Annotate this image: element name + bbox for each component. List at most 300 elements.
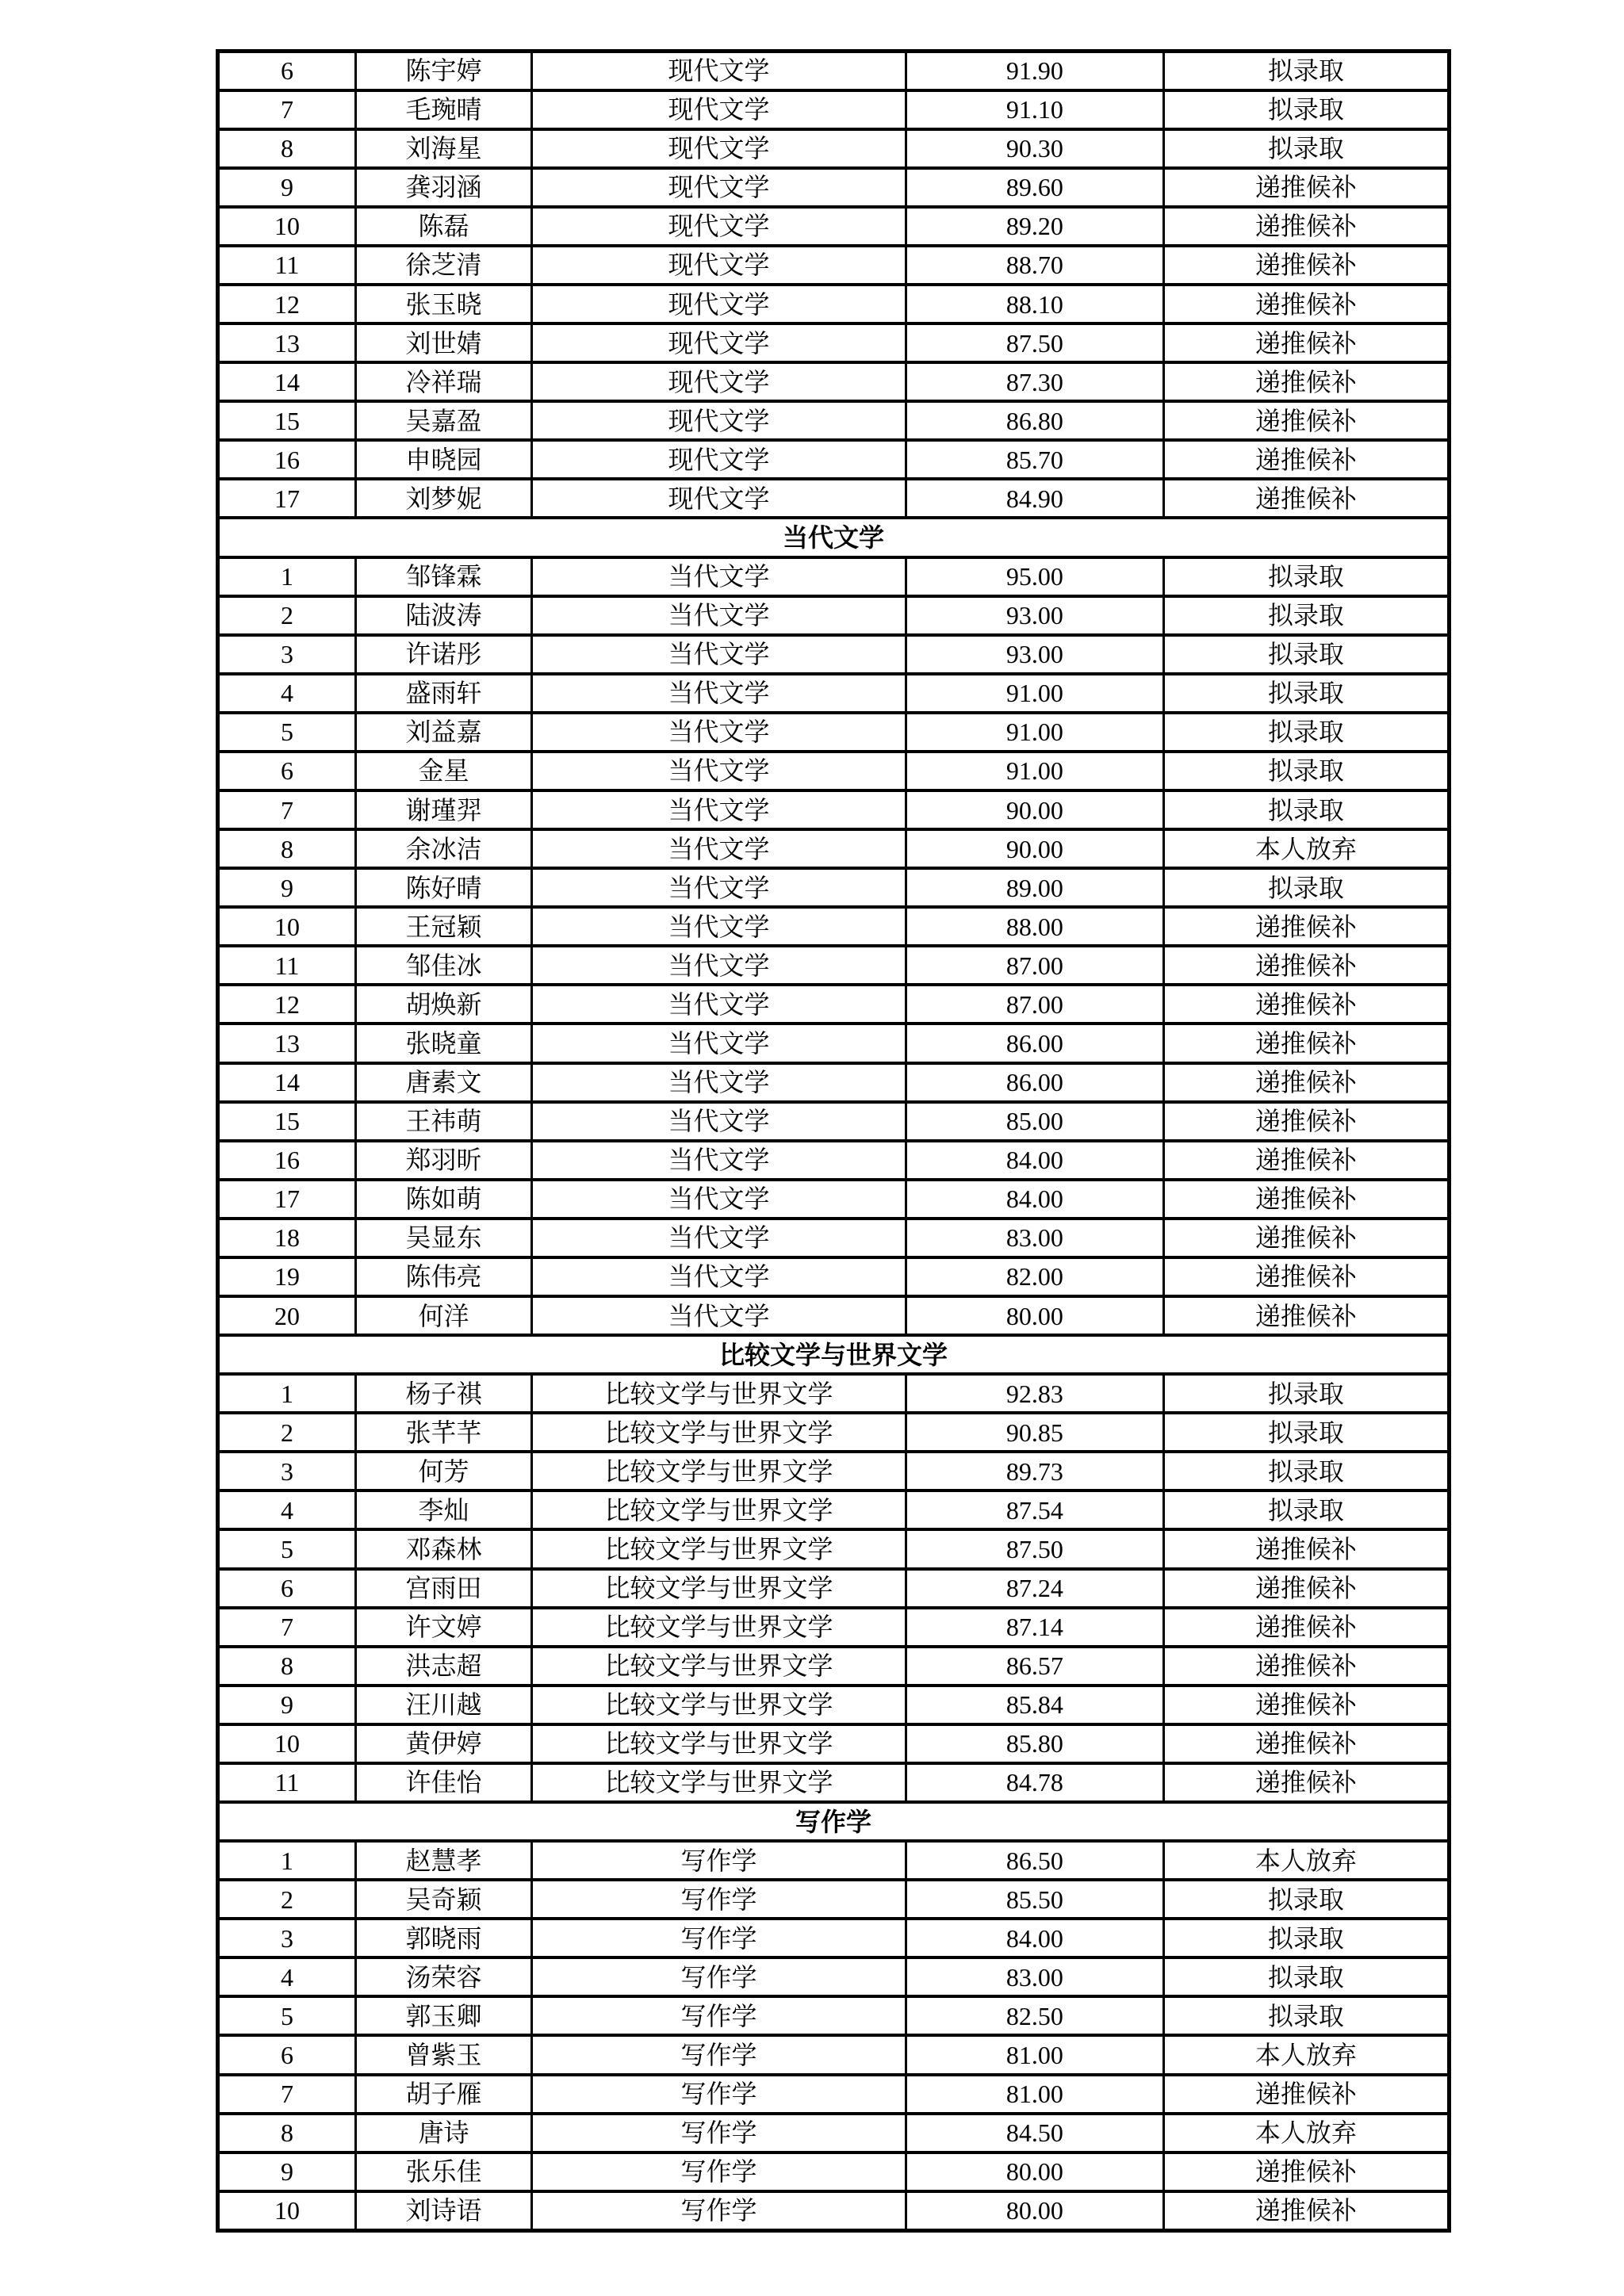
score-cell: 86.80 — [906, 401, 1164, 440]
row-number-cell: 8 — [218, 2114, 356, 2152]
table-row — [218, 1841, 1450, 1880]
score-cell: 80.00 — [906, 1296, 1164, 1335]
major-cell: 比较文学与世界文学 — [532, 1569, 906, 1608]
major-cell: 当代文学 — [532, 790, 906, 829]
score-cell: 85.80 — [906, 1724, 1164, 1763]
name-cell: 张玉晓 — [355, 285, 531, 323]
name-cell: 龚羽涵 — [355, 168, 531, 207]
table-row — [218, 1413, 1450, 1452]
status-cell: 拟录取 — [1163, 635, 1449, 674]
section-header-row — [218, 1335, 1450, 1374]
status-cell: 拟录取 — [1163, 1880, 1449, 1919]
status-cell: 拟录取 — [1163, 1413, 1449, 1452]
status-cell: 本人放弃 — [1163, 2114, 1449, 2152]
table-row — [218, 635, 1450, 674]
major-cell: 现代文学 — [532, 246, 906, 285]
name-cell: 吴嘉盈 — [355, 401, 531, 440]
status-cell: 拟录取 — [1163, 1452, 1449, 1490]
row-number-cell: 17 — [218, 1180, 356, 1219]
row-number-cell: 16 — [218, 440, 356, 479]
score-cell: 81.00 — [906, 2035, 1164, 2074]
score-cell: 85.00 — [906, 1102, 1164, 1141]
row-number-cell: 11 — [218, 1763, 356, 1802]
row-number-cell: 8 — [218, 829, 356, 868]
major-cell: 比较文学与世界文学 — [532, 1490, 906, 1529]
name-cell: 刘海星 — [355, 129, 531, 168]
row-number-cell: 15 — [218, 1102, 356, 1141]
table-row — [218, 557, 1450, 596]
table-row — [218, 1452, 1450, 1490]
name-cell: 许文婷 — [355, 1608, 531, 1647]
score-cell: 90.00 — [906, 829, 1164, 868]
name-cell: 刘诗语 — [355, 2191, 531, 2231]
name-cell: 郭玉卿 — [355, 1996, 531, 2035]
major-cell: 现代文学 — [532, 168, 906, 207]
table-row — [218, 2035, 1450, 2074]
score-cell: 82.00 — [906, 1257, 1164, 1296]
table-row — [218, 52, 1450, 90]
status-cell: 递推候补 — [1163, 985, 1449, 1024]
score-cell: 95.00 — [906, 557, 1164, 596]
score-cell: 86.00 — [906, 1024, 1164, 1062]
name-cell: 申晓园 — [355, 440, 531, 479]
name-cell: 郑羽昕 — [355, 1141, 531, 1180]
score-cell: 87.14 — [906, 1608, 1164, 1647]
table-row — [218, 440, 1450, 479]
name-cell: 冷祥瑞 — [355, 362, 531, 401]
score-cell: 87.50 — [906, 323, 1164, 362]
name-cell: 洪志超 — [355, 1647, 531, 1686]
major-cell: 比较文学与世界文学 — [532, 1647, 906, 1686]
name-cell: 许诺彤 — [355, 635, 531, 674]
name-cell: 许佳怡 — [355, 1763, 531, 1802]
score-cell: 91.00 — [906, 752, 1164, 790]
table-row — [218, 1724, 1450, 1763]
row-number-cell: 3 — [218, 635, 356, 674]
score-cell: 86.00 — [906, 1063, 1164, 1102]
score-cell: 84.50 — [906, 2114, 1164, 2152]
status-cell: 拟录取 — [1163, 1996, 1449, 2035]
name-cell: 余冰洁 — [355, 829, 531, 868]
status-cell: 递推候补 — [1163, 1529, 1449, 1568]
name-cell: 唐素文 — [355, 1063, 531, 1102]
name-cell: 盛雨轩 — [355, 674, 531, 713]
score-cell: 90.85 — [906, 1413, 1164, 1452]
major-cell: 当代文学 — [532, 1024, 906, 1062]
name-cell: 邹佳冰 — [355, 946, 531, 985]
status-cell: 递推候补 — [1163, 207, 1449, 246]
table-row — [218, 1686, 1450, 1724]
major-cell: 现代文学 — [532, 207, 906, 246]
major-cell: 比较文学与世界文学 — [532, 1452, 906, 1490]
row-number-cell: 9 — [218, 2152, 356, 2191]
table-row — [218, 1063, 1450, 1102]
table-row — [218, 285, 1450, 323]
table-row — [218, 1647, 1450, 1686]
status-cell: 拟录取 — [1163, 596, 1449, 635]
score-cell: 83.00 — [906, 1957, 1164, 1996]
major-cell: 比较文学与世界文学 — [532, 1529, 906, 1568]
name-cell: 吴奇颖 — [355, 1880, 531, 1919]
status-cell: 拟录取 — [1163, 90, 1449, 129]
table-row — [218, 2191, 1450, 2231]
major-cell: 当代文学 — [532, 713, 906, 752]
score-cell: 80.00 — [906, 2152, 1164, 2191]
name-cell: 邹锋霖 — [355, 557, 531, 596]
table-row — [218, 1296, 1450, 1335]
status-cell: 拟录取 — [1163, 790, 1449, 829]
status-cell: 递推候补 — [1163, 907, 1449, 946]
row-number-cell: 4 — [218, 674, 356, 713]
name-cell: 曾紫玉 — [355, 2035, 531, 2074]
row-number-cell: 2 — [218, 1880, 356, 1919]
name-cell: 陈如萌 — [355, 1180, 531, 1219]
name-cell: 宫雨田 — [355, 1569, 531, 1608]
score-cell: 87.50 — [906, 1529, 1164, 1568]
table-row — [218, 868, 1450, 907]
score-cell: 84.00 — [906, 1180, 1164, 1219]
score-cell: 87.54 — [906, 1490, 1164, 1529]
table-row — [218, 207, 1450, 246]
name-cell: 何芳 — [355, 1452, 531, 1490]
major-cell: 当代文学 — [532, 635, 906, 674]
score-cell: 89.60 — [906, 168, 1164, 207]
name-cell: 毛琬晴 — [355, 90, 531, 129]
name-cell: 刘世婧 — [355, 323, 531, 362]
major-cell: 写作学 — [532, 2035, 906, 2074]
major-cell: 写作学 — [532, 1919, 906, 1957]
major-cell: 比较文学与世界文学 — [532, 1608, 906, 1647]
name-cell: 刘益嘉 — [355, 713, 531, 752]
status-cell: 递推候补 — [1163, 1763, 1449, 1802]
score-cell: 84.90 — [906, 479, 1164, 518]
major-cell: 当代文学 — [532, 829, 906, 868]
name-cell: 陈好晴 — [355, 868, 531, 907]
major-cell: 当代文学 — [532, 985, 906, 1024]
name-cell: 王祎萌 — [355, 1102, 531, 1141]
row-number-cell: 14 — [218, 362, 356, 401]
major-cell: 当代文学 — [532, 1296, 906, 1335]
score-cell: 93.00 — [906, 635, 1164, 674]
row-number-cell: 12 — [218, 285, 356, 323]
status-cell: 拟录取 — [1163, 674, 1449, 713]
row-number-cell: 12 — [218, 985, 356, 1024]
score-cell: 92.83 — [906, 1374, 1164, 1413]
admissions-table — [216, 49, 1451, 2233]
table-row — [218, 246, 1450, 285]
row-number-cell: 1 — [218, 1841, 356, 1880]
score-cell: 81.00 — [906, 2075, 1164, 2114]
status-cell: 拟录取 — [1163, 52, 1449, 90]
table-row — [218, 674, 1450, 713]
major-cell: 写作学 — [532, 2152, 906, 2191]
status-cell: 拟录取 — [1163, 1957, 1449, 1996]
major-cell: 当代文学 — [532, 1102, 906, 1141]
name-cell: 杨子祺 — [355, 1374, 531, 1413]
name-cell: 胡子雁 — [355, 2075, 531, 2114]
name-cell: 徐芝清 — [355, 246, 531, 285]
major-cell: 现代文学 — [532, 90, 906, 129]
row-number-cell: 13 — [218, 1024, 356, 1062]
score-cell: 84.78 — [906, 1763, 1164, 1802]
row-number-cell: 3 — [218, 1452, 356, 1490]
major-cell: 写作学 — [532, 1957, 906, 1996]
score-cell: 91.00 — [906, 713, 1164, 752]
status-cell: 递推候补 — [1163, 1686, 1449, 1724]
score-cell: 91.90 — [906, 52, 1164, 90]
table-row — [218, 401, 1450, 440]
name-cell: 陈宇婷 — [355, 52, 531, 90]
name-cell: 张乐佳 — [355, 2152, 531, 2191]
table-row — [218, 713, 1450, 752]
major-cell: 现代文学 — [532, 479, 906, 518]
score-cell: 84.00 — [906, 1141, 1164, 1180]
table-row — [218, 1569, 1450, 1608]
score-cell: 84.00 — [906, 1919, 1164, 1957]
status-cell: 递推候补 — [1163, 1608, 1449, 1647]
major-cell: 现代文学 — [532, 129, 906, 168]
major-cell: 现代文学 — [532, 440, 906, 479]
table-row — [218, 1919, 1450, 1957]
status-cell: 递推候补 — [1163, 1257, 1449, 1296]
score-cell: 85.50 — [906, 1880, 1164, 1919]
name-cell: 张晓童 — [355, 1024, 531, 1062]
status-cell: 拟录取 — [1163, 752, 1449, 790]
row-number-cell: 1 — [218, 557, 356, 596]
status-cell: 拟录取 — [1163, 1919, 1449, 1957]
status-cell: 递推候补 — [1163, 1724, 1449, 1763]
status-cell: 递推候补 — [1163, 1219, 1449, 1257]
table-row — [218, 985, 1450, 1024]
table-row — [218, 946, 1450, 985]
table-row — [218, 752, 1450, 790]
score-cell: 89.00 — [906, 868, 1164, 907]
score-cell: 82.50 — [906, 1996, 1164, 2035]
status-cell: 递推候补 — [1163, 946, 1449, 985]
table-row — [218, 90, 1450, 129]
table-row — [218, 1996, 1450, 2035]
table-row — [218, 1957, 1450, 1996]
major-cell: 当代文学 — [532, 1063, 906, 1102]
row-number-cell: 8 — [218, 1647, 356, 1686]
name-cell: 何洋 — [355, 1296, 531, 1335]
name-cell: 陈磊 — [355, 207, 531, 246]
name-cell: 陈伟亮 — [355, 1257, 531, 1296]
score-cell: 87.24 — [906, 1569, 1164, 1608]
score-cell: 89.73 — [906, 1452, 1164, 1490]
row-number-cell: 11 — [218, 946, 356, 985]
major-cell: 写作学 — [532, 2114, 906, 2152]
status-cell: 递推候补 — [1163, 440, 1449, 479]
status-cell: 递推候补 — [1163, 1024, 1449, 1062]
row-number-cell: 3 — [218, 1919, 356, 1957]
status-cell: 递推候补 — [1163, 1063, 1449, 1102]
table-row — [218, 2152, 1450, 2191]
status-cell: 拟录取 — [1163, 129, 1449, 168]
table-row — [218, 596, 1450, 635]
score-cell: 85.84 — [906, 1686, 1164, 1724]
table-row — [218, 907, 1450, 946]
major-cell: 写作学 — [532, 2191, 906, 2231]
name-cell: 黄伊婷 — [355, 1724, 531, 1763]
table-row — [218, 1257, 1450, 1296]
score-cell: 91.00 — [906, 674, 1164, 713]
score-cell: 87.00 — [906, 985, 1164, 1024]
status-cell: 本人放弃 — [1163, 829, 1449, 868]
name-cell: 李灿 — [355, 1490, 531, 1529]
table-row — [218, 2075, 1450, 2114]
major-cell: 写作学 — [532, 1841, 906, 1880]
major-cell: 现代文学 — [532, 401, 906, 440]
row-number-cell: 13 — [218, 323, 356, 362]
table-row — [218, 129, 1450, 168]
score-cell: 89.20 — [906, 207, 1164, 246]
table-row — [218, 1141, 1450, 1180]
status-cell: 拟录取 — [1163, 713, 1449, 752]
status-cell: 递推候补 — [1163, 2152, 1449, 2191]
row-number-cell: 9 — [218, 168, 356, 207]
row-number-cell: 8 — [218, 129, 356, 168]
status-cell: 递推候补 — [1163, 1141, 1449, 1180]
admissions-table-body — [218, 52, 1450, 2231]
table-row — [218, 1024, 1450, 1062]
row-number-cell: 19 — [218, 1257, 356, 1296]
row-number-cell: 4 — [218, 1490, 356, 1529]
major-cell: 当代文学 — [532, 752, 906, 790]
name-cell: 金星 — [355, 752, 531, 790]
major-cell: 当代文学 — [532, 557, 906, 596]
name-cell: 赵慧孝 — [355, 1841, 531, 1880]
name-cell: 邓森林 — [355, 1529, 531, 1568]
score-cell: 88.70 — [906, 246, 1164, 285]
row-number-cell: 20 — [218, 1296, 356, 1335]
major-cell: 当代文学 — [532, 1257, 906, 1296]
row-number-cell: 4 — [218, 1957, 356, 1996]
table-row — [218, 2114, 1450, 2152]
major-cell: 写作学 — [532, 1996, 906, 2035]
name-cell: 陆波涛 — [355, 596, 531, 635]
status-cell: 递推候补 — [1163, 401, 1449, 440]
row-number-cell: 15 — [218, 401, 356, 440]
status-cell: 拟录取 — [1163, 1374, 1449, 1413]
status-cell: 递推候补 — [1163, 2075, 1449, 2114]
status-cell: 递推候补 — [1163, 362, 1449, 401]
score-cell: 90.00 — [906, 790, 1164, 829]
name-cell: 汪川越 — [355, 1686, 531, 1724]
section-header-cell: 当代文学 — [218, 518, 1450, 557]
major-cell: 当代文学 — [532, 868, 906, 907]
row-number-cell: 6 — [218, 52, 356, 90]
row-number-cell: 5 — [218, 713, 356, 752]
status-cell: 递推候补 — [1163, 168, 1449, 207]
table-row — [218, 790, 1450, 829]
score-cell: 83.00 — [906, 1219, 1164, 1257]
name-cell: 王冠颖 — [355, 907, 531, 946]
major-cell: 比较文学与世界文学 — [532, 1374, 906, 1413]
row-number-cell: 5 — [218, 1996, 356, 2035]
status-cell: 递推候补 — [1163, 246, 1449, 285]
table-row — [218, 168, 1450, 207]
row-number-cell: 9 — [218, 1686, 356, 1724]
row-number-cell: 2 — [218, 1413, 356, 1452]
table-row — [218, 1763, 1450, 1802]
status-cell: 递推候补 — [1163, 1296, 1449, 1335]
row-number-cell: 17 — [218, 479, 356, 518]
row-number-cell: 7 — [218, 790, 356, 829]
status-cell: 递推候补 — [1163, 2191, 1449, 2231]
table-row — [218, 1219, 1450, 1257]
row-number-cell: 1 — [218, 1374, 356, 1413]
row-number-cell: 18 — [218, 1219, 356, 1257]
major-cell: 写作学 — [532, 2075, 906, 2114]
row-number-cell: 2 — [218, 596, 356, 635]
row-number-cell: 10 — [218, 1724, 356, 1763]
score-cell: 87.30 — [906, 362, 1164, 401]
major-cell: 比较文学与世界文学 — [532, 1686, 906, 1724]
status-cell: 递推候补 — [1163, 285, 1449, 323]
name-cell: 吴显东 — [355, 1219, 531, 1257]
score-cell: 88.10 — [906, 285, 1164, 323]
major-cell: 当代文学 — [532, 907, 906, 946]
name-cell: 郭晓雨 — [355, 1919, 531, 1957]
major-cell: 比较文学与世界文学 — [532, 1413, 906, 1452]
row-number-cell: 10 — [218, 2191, 356, 2231]
score-cell: 88.00 — [906, 907, 1164, 946]
table-row — [218, 829, 1450, 868]
major-cell: 写作学 — [532, 1880, 906, 1919]
score-cell: 80.00 — [906, 2191, 1164, 2231]
row-number-cell: 7 — [218, 90, 356, 129]
section-header-row — [218, 1802, 1450, 1841]
score-cell: 85.70 — [906, 440, 1164, 479]
status-cell: 本人放弃 — [1163, 2035, 1449, 2074]
table-row — [218, 1490, 1450, 1529]
table-row — [218, 479, 1450, 518]
major-cell: 比较文学与世界文学 — [532, 1724, 906, 1763]
table-row — [218, 1529, 1450, 1568]
table-row — [218, 362, 1450, 401]
status-cell: 递推候补 — [1163, 1569, 1449, 1608]
row-number-cell: 16 — [218, 1141, 356, 1180]
score-cell: 86.57 — [906, 1647, 1164, 1686]
section-header-row — [218, 518, 1450, 557]
table-row — [218, 323, 1450, 362]
score-cell: 87.00 — [906, 946, 1164, 985]
section-header-cell: 写作学 — [218, 1802, 1450, 1841]
table-row — [218, 1102, 1450, 1141]
major-cell: 当代文学 — [532, 1180, 906, 1219]
major-cell: 当代文学 — [532, 946, 906, 985]
row-number-cell: 5 — [218, 1529, 356, 1568]
status-cell: 递推候补 — [1163, 1102, 1449, 1141]
major-cell: 现代文学 — [532, 285, 906, 323]
status-cell: 拟录取 — [1163, 868, 1449, 907]
major-cell: 当代文学 — [532, 596, 906, 635]
name-cell: 刘梦妮 — [355, 479, 531, 518]
score-cell: 91.10 — [906, 90, 1164, 129]
major-cell: 现代文学 — [532, 52, 906, 90]
score-cell: 93.00 — [906, 596, 1164, 635]
section-header-cell: 比较文学与世界文学 — [218, 1335, 1450, 1374]
table-row — [218, 1180, 1450, 1219]
table-row — [218, 1880, 1450, 1919]
major-cell: 现代文学 — [532, 362, 906, 401]
table-row — [218, 1374, 1450, 1413]
name-cell: 张芊芊 — [355, 1413, 531, 1452]
status-cell: 拟录取 — [1163, 1490, 1449, 1529]
row-number-cell: 7 — [218, 1608, 356, 1647]
status-cell: 递推候补 — [1163, 479, 1449, 518]
